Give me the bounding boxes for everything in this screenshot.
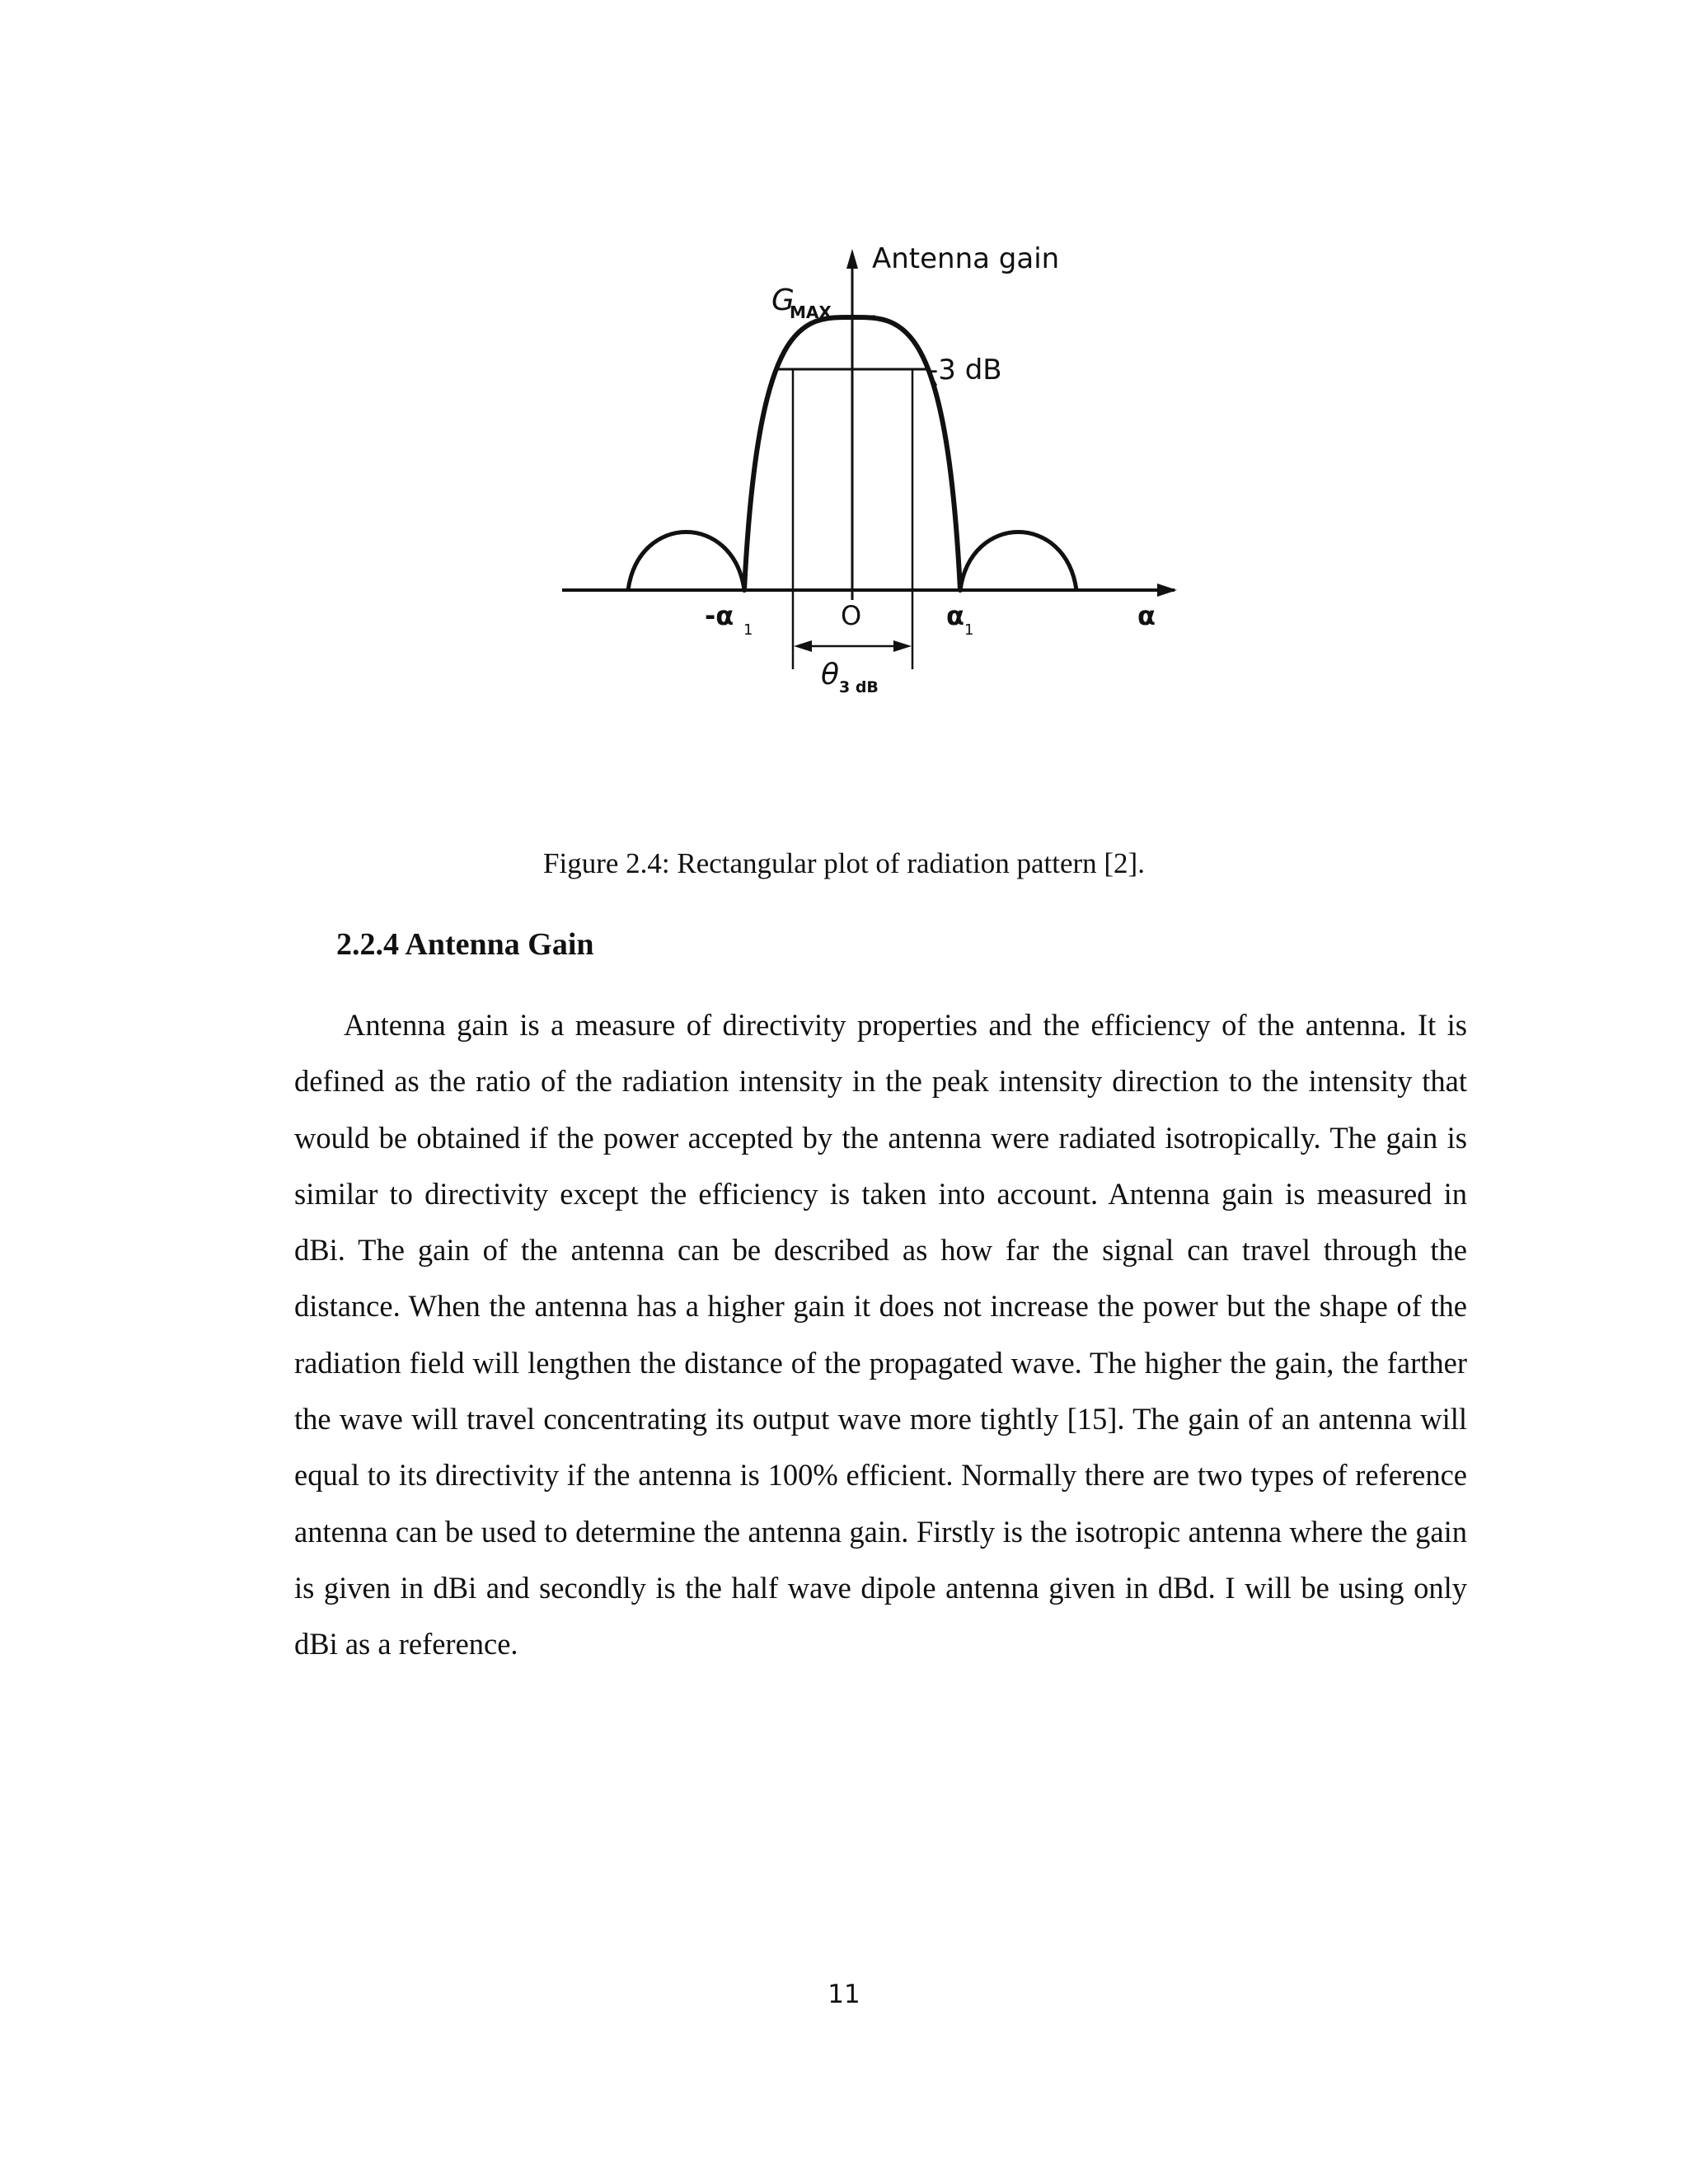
figure-caption: Figure 2.4: Rectangular plot of radiation pattern [2]. bbox=[543, 847, 1145, 879]
section-heading: 2.2.4 Antenna Gain bbox=[336, 927, 594, 962]
page-number: 11 bbox=[828, 1980, 860, 2009]
section-paragraph bbox=[294, 997, 1467, 1673]
section-paragraph-text: Antenna gain is a measure of directivity properties and the efficiency of the antenna. It is defined as the ratio of the radiation intensity in the peak intensity direction to the intensity that would be obtained if the power accepted by the antenna were radiated isotropically. The gain is similar to directivity except the efficiency is taken into account. Antenna gain is measured in dBi. The gain of the antenna can be described as how far the signal can travel through the distance. When the antenna has a higher gain it does not increase the power but the shape of the radiation field will lengthen the distance of the propagated wave. The higher the gain, the farther the wave will travel concentrating its output wave more tightly [15]. The gain of an antenna will equal to its directivity if the antenna is 100% efficient. Normally there are two types of reference antenna can be used to determine the antenna gain. Firstly is the isotropic antenna where the gain is given in dBi and secondly is the half wave dipole antenna given in dBd. I will be using only dBi as a reference. bbox=[294, 1008, 1467, 1661]
radiation-pattern-diagram bbox=[554, 231, 1180, 717]
alpha1-subscript: 1 bbox=[964, 621, 974, 639]
gmax-symbol: G bbox=[771, 284, 795, 317]
neg-alpha1-label: -α bbox=[705, 600, 734, 631]
minus-3db-label: -3 dB bbox=[928, 354, 1002, 387]
y-axis-label: Antenna gain bbox=[872, 242, 1060, 275]
x-axis-arrowhead bbox=[1157, 583, 1177, 597]
theta-symbol: θ bbox=[821, 658, 840, 691]
beamwidth-arrow-right-head bbox=[893, 640, 912, 652]
y-axis-arrowhead bbox=[846, 249, 858, 269]
alpha1-label: α bbox=[946, 600, 964, 631]
neg-alpha1-subscript: 1 bbox=[743, 621, 753, 639]
right-side-lobe bbox=[960, 532, 1076, 591]
x-axis-label: α bbox=[1137, 600, 1156, 631]
left-side-lobe bbox=[628, 532, 744, 591]
theta-subscript: 3 dB bbox=[839, 678, 879, 696]
origin-label: O bbox=[841, 600, 862, 631]
beamwidth-arrow-left-head bbox=[794, 640, 812, 652]
radiation-pattern-figure bbox=[554, 231, 1180, 717]
gmax-subscript: MAX bbox=[790, 302, 832, 322]
